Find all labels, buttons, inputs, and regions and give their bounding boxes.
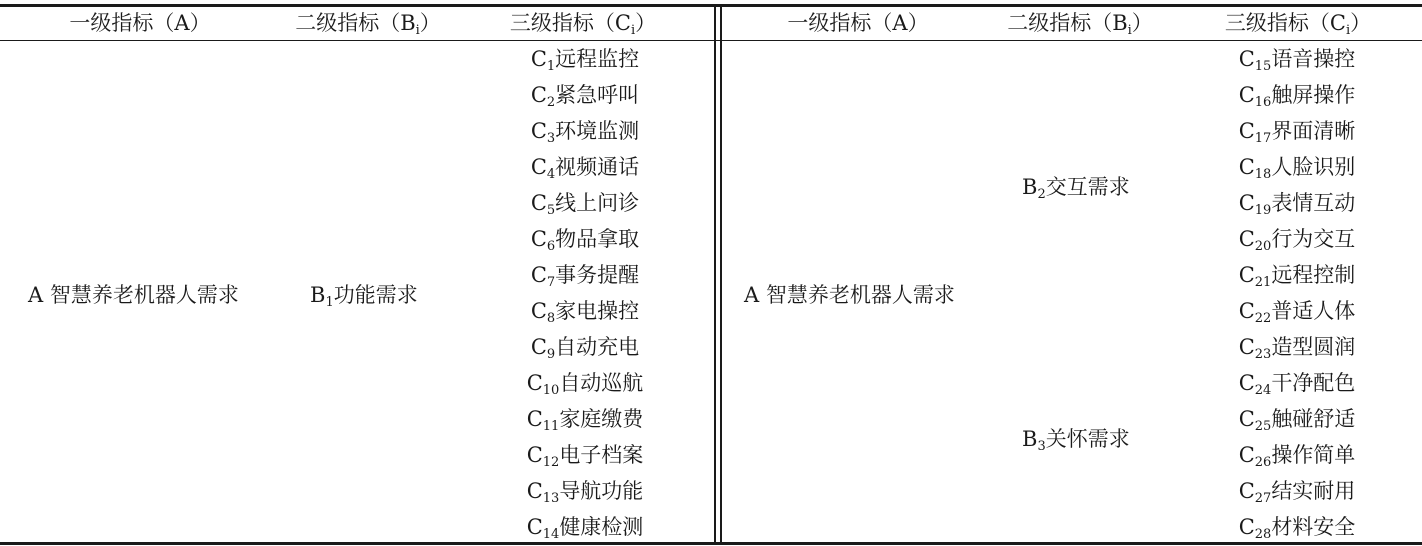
level3-subscript: 17 bbox=[1254, 131, 1272, 146]
level3-letter: C bbox=[530, 299, 547, 323]
level3-label: 行为交互 bbox=[1271, 227, 1356, 251]
level3-label: 视频通话 bbox=[555, 155, 640, 179]
level3-subscript: 5 bbox=[546, 203, 556, 218]
level3-letter: C bbox=[526, 443, 543, 467]
level3-letter: C bbox=[530, 227, 547, 251]
level3-label: 紧急呼叫 bbox=[555, 83, 640, 107]
level3-letter: C bbox=[1238, 155, 1255, 179]
level3-subscript: 15 bbox=[1254, 59, 1272, 74]
level3-subscript: 28 bbox=[1254, 527, 1272, 542]
level3-subscript: 11 bbox=[542, 419, 560, 434]
level3-subscript: 9 bbox=[546, 347, 556, 362]
level3-letter: C bbox=[526, 479, 543, 503]
level3-letter: C bbox=[530, 155, 547, 179]
level3-item bbox=[1239, 262, 1356, 288]
level3-item bbox=[531, 82, 639, 108]
level3-item bbox=[527, 406, 644, 432]
level3-label: 电子档案 bbox=[559, 443, 644, 467]
level3-letter: C bbox=[1238, 227, 1255, 251]
level3-item bbox=[531, 118, 639, 144]
level3-label: 环境监测 bbox=[555, 119, 640, 143]
level3-subscript: 3 bbox=[546, 131, 556, 146]
level3-letter: C bbox=[526, 371, 543, 395]
level3-letter: C bbox=[530, 263, 547, 287]
level3-subscript: 12 bbox=[542, 455, 560, 470]
level3-label: 远程控制 bbox=[1271, 263, 1356, 287]
level3-item bbox=[531, 298, 639, 324]
divider-right bbox=[720, 6, 722, 543]
level3-label: 自动巡航 bbox=[559, 371, 644, 395]
level3-subscript: 18 bbox=[1254, 167, 1272, 182]
level3-letter: C bbox=[1238, 47, 1255, 71]
header-level1-left: 一级指标（A） bbox=[69, 11, 211, 35]
level3-label: 远程监控 bbox=[555, 47, 640, 71]
level3-item bbox=[527, 370, 644, 396]
level3-label: 人脸识别 bbox=[1271, 155, 1356, 179]
level3-letter: C bbox=[1238, 119, 1255, 143]
level3-label: 导航功能 bbox=[559, 479, 644, 503]
level3-subscript: 23 bbox=[1254, 347, 1272, 362]
level3-letter: C bbox=[526, 515, 543, 539]
level3-subscript: 8 bbox=[546, 311, 556, 326]
level3-label: 健康检测 bbox=[559, 515, 644, 539]
level3-letter: C bbox=[1238, 83, 1255, 107]
level3-item bbox=[531, 262, 639, 288]
level3-label: 造型圆润 bbox=[1271, 335, 1356, 359]
level3-label: 界面清晰 bbox=[1271, 119, 1356, 143]
level3-item bbox=[531, 154, 639, 180]
level1-cell-right: A 智慧养老机器人需求 bbox=[744, 283, 955, 307]
level3-item bbox=[531, 334, 639, 360]
level3-label: 触屏操作 bbox=[1271, 83, 1356, 107]
level3-item bbox=[1239, 334, 1356, 360]
level3-subscript: 21 bbox=[1254, 275, 1272, 290]
level3-item bbox=[531, 226, 639, 252]
level3-subscript: 27 bbox=[1254, 491, 1272, 506]
level3-item bbox=[1239, 154, 1356, 180]
level3-item bbox=[527, 442, 644, 468]
level3-label: 语音操控 bbox=[1271, 47, 1356, 71]
level3-item bbox=[1239, 46, 1356, 72]
level3-letter: C bbox=[1238, 191, 1255, 215]
level3-item bbox=[527, 478, 644, 504]
header-level3-right: 三级指标$(C_i)$ bbox=[1224, 11, 1372, 38]
level3-label: 操作简单 bbox=[1271, 443, 1356, 467]
level3-letter: C bbox=[1238, 407, 1255, 431]
level2-cell-b2: $B_2$交互需求 bbox=[1022, 175, 1130, 202]
level3-subscript: 20 bbox=[1254, 239, 1272, 254]
level3-label: 结实耐用 bbox=[1271, 479, 1356, 503]
level2-cell-b1: $B_1$功能需求 bbox=[310, 283, 418, 310]
level3-subscript: 14 bbox=[542, 527, 560, 542]
level3-letter: C bbox=[1238, 371, 1255, 395]
level3-item bbox=[1239, 442, 1356, 468]
level3-subscript: 16 bbox=[1254, 95, 1272, 110]
level2-cell-b3: $B_3$关怀需求 bbox=[1022, 427, 1130, 454]
level3-subscript: 10 bbox=[542, 383, 560, 398]
level3-subscript: 13 bbox=[542, 491, 560, 506]
level3-label: 线上问诊 bbox=[555, 191, 640, 215]
level3-label: 表情互动 bbox=[1271, 191, 1356, 215]
level3-item bbox=[531, 46, 639, 72]
level3-label: 家庭缴费 bbox=[559, 407, 644, 431]
level3-item bbox=[1239, 370, 1356, 396]
level3-letter: C bbox=[530, 119, 547, 143]
level3-subscript: 26 bbox=[1254, 455, 1272, 470]
level3-subscript: 1 bbox=[546, 59, 556, 74]
level3-subscript: 4 bbox=[546, 167, 556, 182]
level3-subscript: 7 bbox=[546, 275, 556, 290]
level3-item bbox=[1239, 190, 1356, 216]
level3-letter: C bbox=[526, 407, 543, 431]
top-rule bbox=[0, 4, 1422, 7]
level3-label: 家电操控 bbox=[555, 299, 640, 323]
level3-item bbox=[527, 514, 644, 540]
level3-letter: C bbox=[530, 47, 547, 71]
level3-item bbox=[1239, 118, 1356, 144]
header-rule bbox=[0, 40, 1422, 41]
level3-letter: C bbox=[530, 83, 547, 107]
level1-cell-left: A 智慧养老机器人需求 bbox=[28, 283, 239, 307]
level3-label: 普适人体 bbox=[1271, 299, 1356, 323]
header-level3-left: 三级指标$(C_i)$ bbox=[509, 11, 657, 38]
level3-label: 材料安全 bbox=[1271, 515, 1356, 539]
header-level1-right: 一级指标（A） bbox=[787, 11, 929, 35]
level3-letter: C bbox=[530, 191, 547, 215]
level3-letter: C bbox=[1238, 335, 1255, 359]
level3-letter: C bbox=[1238, 263, 1255, 287]
level3-subscript: 6 bbox=[546, 239, 556, 254]
level3-label: 干净配色 bbox=[1271, 371, 1356, 395]
level3-label: 物品拿取 bbox=[555, 227, 640, 251]
level3-item bbox=[1239, 226, 1356, 252]
level3-label: 触碰舒适 bbox=[1271, 407, 1356, 431]
header-level2-right: 二级指标$(B_i)$ bbox=[1007, 11, 1153, 38]
level3-subscript: 19 bbox=[1254, 203, 1272, 218]
level3-letter: C bbox=[1238, 443, 1255, 467]
header-level2-left: 二级指标$(B_i)$ bbox=[295, 11, 441, 38]
level3-item bbox=[531, 190, 639, 216]
level3-subscript: 22 bbox=[1254, 311, 1272, 326]
level3-subscript: 2 bbox=[546, 95, 556, 110]
level3-item bbox=[1239, 406, 1356, 432]
level3-label: 事务提醒 bbox=[555, 263, 640, 287]
divider-left bbox=[714, 6, 716, 543]
level3-item bbox=[1239, 82, 1356, 108]
level3-item bbox=[1239, 514, 1356, 540]
level3-item bbox=[1239, 478, 1356, 504]
level3-letter: C bbox=[1238, 479, 1255, 503]
level3-letter: C bbox=[530, 335, 547, 359]
level3-letter: C bbox=[1238, 515, 1255, 539]
level3-subscript: 25 bbox=[1254, 419, 1272, 434]
level3-label: 自动充电 bbox=[555, 335, 640, 359]
bottom-rule bbox=[0, 542, 1422, 545]
level3-item bbox=[1239, 298, 1356, 324]
level3-subscript: 24 bbox=[1254, 383, 1272, 398]
level3-letter: C bbox=[1238, 299, 1255, 323]
